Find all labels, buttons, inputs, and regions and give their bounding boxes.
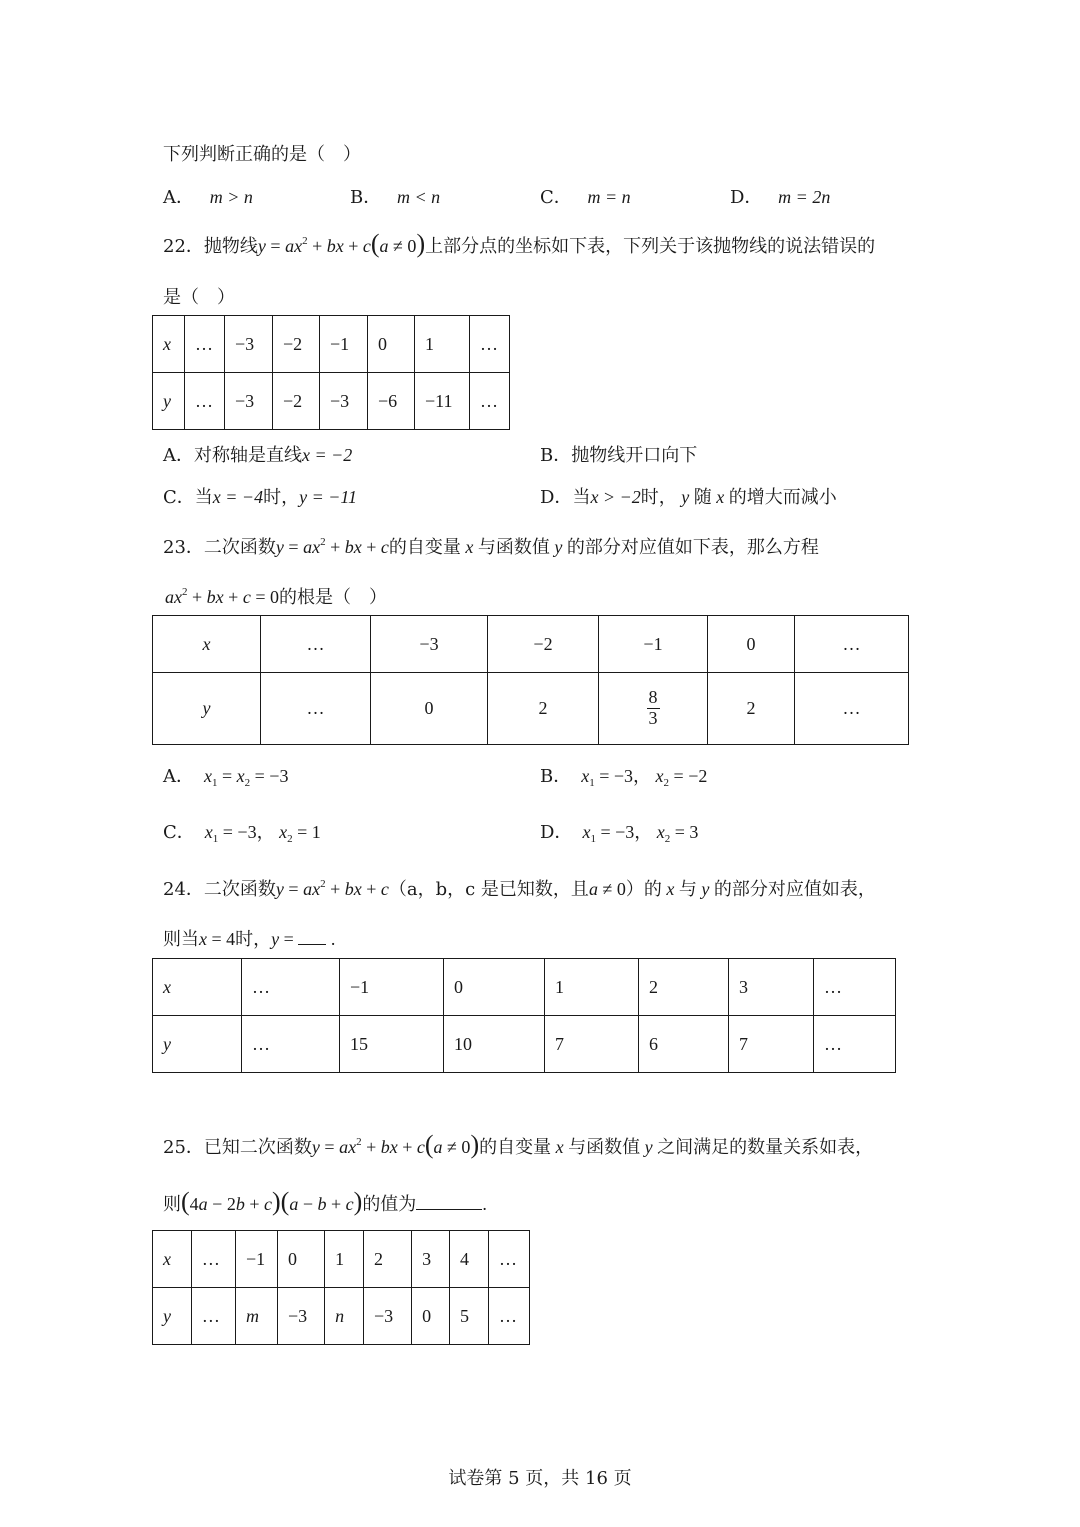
table-row-label-x: x bbox=[153, 1231, 192, 1288]
table-cell: 0 bbox=[708, 616, 795, 673]
q23-option-b bbox=[540, 762, 707, 788]
q22-option-d bbox=[540, 483, 837, 509]
table-cell: … bbox=[191, 1231, 235, 1288]
stem-text: 二次函数 bbox=[203, 537, 276, 558]
q23-stem-line1 bbox=[163, 533, 819, 559]
table-cell: 0 bbox=[277, 1231, 324, 1288]
table-cell: −1 bbox=[599, 616, 708, 673]
table-cell: … bbox=[795, 673, 909, 745]
q21-stem: 下列判断正确的是（ ） bbox=[163, 144, 361, 165]
table-cell: 1 bbox=[415, 316, 470, 373]
table-cell: … bbox=[242, 959, 340, 1016]
stem-text: 之间满足的数量关系如表， bbox=[657, 1137, 874, 1158]
stem-text: 的根是（ ） bbox=[278, 587, 387, 608]
question-number: 25． bbox=[163, 1137, 204, 1158]
table-cell: 10 bbox=[444, 1016, 545, 1073]
q22-option-a bbox=[163, 441, 352, 467]
q22-option-c bbox=[163, 483, 357, 509]
option-label: B． bbox=[350, 187, 382, 208]
q23-option-a bbox=[163, 762, 288, 788]
table-cell: 3 bbox=[729, 959, 814, 1016]
q23-option-d bbox=[540, 818, 698, 844]
option-label: A． bbox=[163, 187, 194, 208]
stem-text: ）的 bbox=[625, 879, 662, 900]
table-cell: … bbox=[470, 373, 510, 430]
stem-text: 则当 bbox=[163, 929, 199, 950]
table-cell: −1 bbox=[320, 316, 368, 373]
question-number: 24． bbox=[163, 879, 204, 900]
table-cell: 2 bbox=[708, 673, 795, 745]
table-cell: −11 bbox=[415, 373, 470, 430]
option-math: x > −2 bbox=[590, 487, 641, 507]
option-label: D． bbox=[540, 487, 573, 508]
stem-text: 与函数值 bbox=[477, 537, 550, 558]
table-cell: … bbox=[470, 316, 510, 373]
option-math: m = 2n bbox=[778, 187, 831, 207]
condition: x = 4 bbox=[199, 929, 236, 949]
option-text: 时， bbox=[640, 487, 677, 508]
table-row-label-x: x bbox=[153, 616, 261, 673]
equation: $ax^2$ + bx + c = 0 bbox=[165, 586, 279, 607]
var-x: x bbox=[661, 879, 679, 899]
option-math: y = −11 bbox=[299, 487, 358, 507]
table-cell: 7 bbox=[729, 1016, 814, 1073]
answer-prefix: y = bbox=[271, 929, 299, 949]
table-cell: 2 bbox=[364, 1231, 412, 1288]
table-cell: m bbox=[235, 1288, 277, 1345]
table-cell: −3 bbox=[277, 1288, 324, 1345]
table-cell: −2 bbox=[488, 616, 599, 673]
q24-stem-line1 bbox=[163, 875, 876, 901]
option-math: x = −2 bbox=[302, 445, 353, 465]
option-label: B． bbox=[540, 445, 572, 466]
option-math: $x_1 = -3$， $x_2 = -2$ bbox=[581, 766, 708, 789]
table-cell: 3 bbox=[412, 1231, 450, 1288]
q25-table bbox=[152, 1230, 530, 1345]
option-text: 当 bbox=[194, 487, 213, 508]
table-cell: 7 bbox=[545, 1016, 639, 1073]
condition: a ≠ 0 bbox=[588, 879, 626, 899]
option-math: $x_1 = x_2 = -3$ bbox=[204, 766, 289, 789]
var-y: y bbox=[696, 879, 714, 899]
table-cell: −3 bbox=[225, 373, 273, 430]
expression: (4a − 2b + c)(a − b + c) bbox=[181, 1187, 363, 1216]
table-cell-fraction bbox=[599, 673, 708, 745]
answer-blank[interactable] bbox=[298, 944, 326, 945]
option-text: 时， bbox=[263, 487, 300, 508]
q22-stem-line2: 是（ ） bbox=[163, 287, 235, 308]
table-cell: −2 bbox=[273, 316, 320, 373]
var-x: x bbox=[711, 487, 729, 507]
q23-option-c bbox=[163, 818, 321, 844]
stem-text: 上部分点的坐标如下表，下列关于该抛物线的说法错误的 bbox=[425, 236, 876, 257]
table-cell: … bbox=[185, 316, 225, 373]
table-row-label-x: x bbox=[153, 316, 185, 373]
q24-stem-line2: 则当x = 4时，y = . bbox=[163, 929, 336, 950]
quadratic-equation: $y = ax^2$ + bx + c bbox=[275, 878, 389, 899]
table-cell: … bbox=[795, 616, 909, 673]
stem-text: 与函数值 bbox=[568, 1137, 641, 1158]
q22-stem-line1 bbox=[163, 229, 876, 258]
q24-table bbox=[152, 958, 896, 1073]
var-x: x bbox=[551, 1137, 569, 1157]
option-text: 当 bbox=[572, 487, 591, 508]
var-y: y bbox=[676, 487, 694, 507]
option-math: m = n bbox=[587, 187, 631, 207]
table-cell: 2 bbox=[488, 673, 599, 745]
table-row-label-y: y bbox=[153, 673, 261, 745]
table-cell: … bbox=[814, 1016, 896, 1073]
var-y: y bbox=[549, 537, 567, 557]
option-math: m > n bbox=[209, 187, 253, 207]
table-cell: 1 bbox=[325, 1231, 364, 1288]
stem-text: 的值为 bbox=[362, 1194, 417, 1215]
parabola-equation: $y = ax^2$ + bx + c(a ≠ 0) bbox=[311, 1130, 480, 1159]
q22-table bbox=[152, 315, 510, 430]
stem-text: 的部分对应值如表， bbox=[713, 879, 876, 900]
table-cell: −6 bbox=[368, 373, 415, 430]
stem-text: 时， bbox=[235, 929, 272, 950]
table-cell: −1 bbox=[235, 1231, 277, 1288]
stem-text: 与 bbox=[678, 879, 697, 900]
table-cell: 1 bbox=[545, 959, 639, 1016]
table-cell: −3 bbox=[371, 616, 488, 673]
answer-blank[interactable] bbox=[416, 1209, 482, 1210]
stem-text: 已知二次函数 bbox=[203, 1137, 312, 1158]
stem-text: （a，b，c 是已知数，且 bbox=[388, 879, 589, 900]
var-y: y bbox=[640, 1137, 658, 1157]
table-cell: 0 bbox=[368, 316, 415, 373]
table-cell: −2 bbox=[273, 373, 320, 430]
table-cell: … bbox=[191, 1288, 235, 1345]
option-label: B． bbox=[540, 766, 572, 787]
stem-text: 的自变量 bbox=[388, 537, 461, 558]
table-cell: 0 bbox=[412, 1288, 450, 1345]
table-row-label-x: x bbox=[153, 959, 242, 1016]
table-cell: … bbox=[814, 959, 896, 1016]
option-text: 对称轴是直线 bbox=[194, 445, 302, 466]
q23-stem-line2 bbox=[165, 583, 387, 609]
option-math: x = −4 bbox=[212, 487, 264, 507]
option-text: 的增大而减小 bbox=[728, 487, 837, 508]
q21-option-a bbox=[163, 183, 253, 209]
option-label: A． bbox=[163, 766, 194, 787]
quadratic-equation: $y = ax^2$ + bx + c bbox=[275, 536, 389, 557]
table-cell: … bbox=[488, 1231, 529, 1288]
option-label: D． bbox=[730, 187, 763, 208]
option-math: $x_1 = -3$， $x_2 = 1$ bbox=[204, 822, 321, 845]
table-row-label-y: y bbox=[153, 373, 185, 430]
table-cell: 4 bbox=[450, 1231, 489, 1288]
table-row-label-y: y bbox=[153, 1016, 242, 1073]
var-x: x bbox=[460, 537, 478, 557]
table-cell: −3 bbox=[364, 1288, 412, 1345]
question-number: 22． bbox=[163, 236, 204, 257]
table-cell: −1 bbox=[340, 959, 444, 1016]
q21-option-c bbox=[540, 183, 631, 209]
stem-text: 的自变量 bbox=[479, 1137, 552, 1158]
table-cell: … bbox=[185, 373, 225, 430]
option-math: m < n bbox=[396, 187, 441, 207]
option-text: 抛物线开口向下 bbox=[571, 445, 698, 466]
table-cell: −3 bbox=[225, 316, 273, 373]
table-cell: 5 bbox=[450, 1288, 489, 1345]
page-footer: 试卷第 5 页，共 16 页 bbox=[448, 1468, 632, 1489]
q23-table bbox=[152, 615, 909, 745]
table-cell: −3 bbox=[320, 373, 368, 430]
option-label: C． bbox=[540, 187, 572, 208]
q21-option-b bbox=[350, 183, 440, 209]
stem-text: 抛物线 bbox=[203, 236, 258, 257]
question-number: 23． bbox=[163, 537, 204, 558]
stem-text: 二次函数 bbox=[203, 879, 276, 900]
q22-option-b bbox=[540, 441, 697, 467]
stem-text: 的部分对应值如下表，那么方程 bbox=[566, 537, 819, 558]
table-row-label-y: y bbox=[153, 1288, 192, 1345]
table-cell: 15 bbox=[340, 1016, 444, 1073]
table-cell: 0 bbox=[371, 673, 488, 745]
q25-stem-line1 bbox=[163, 1130, 874, 1159]
table-cell: 2 bbox=[639, 959, 729, 1016]
table-cell: … bbox=[261, 616, 371, 673]
option-label: A． bbox=[163, 445, 194, 466]
option-label: D． bbox=[540, 822, 573, 843]
option-label: C． bbox=[163, 822, 195, 843]
table-cell: … bbox=[261, 673, 371, 745]
option-label: C． bbox=[163, 487, 195, 508]
table-cell: … bbox=[488, 1288, 529, 1345]
option-text: 随 bbox=[693, 487, 712, 508]
parabola-equation: $y = ax^2$ + bx + c(a ≠ 0) bbox=[257, 229, 426, 258]
table-cell: … bbox=[242, 1016, 340, 1073]
fraction-eight-thirds: $\frac{8}{3}$ bbox=[648, 687, 658, 728]
table-cell: 6 bbox=[639, 1016, 729, 1073]
table-cell: 0 bbox=[444, 959, 545, 1016]
q21-option-d bbox=[730, 183, 830, 209]
stem-text: 则 bbox=[163, 1194, 181, 1215]
table-cell: n bbox=[325, 1288, 364, 1345]
option-math: $x_1 = -3$， $x_2 = 3$ bbox=[582, 822, 699, 845]
q25-stem-line2: 则(4a − 2b + c)(a − b + c)的值为 . bbox=[163, 1187, 487, 1216]
